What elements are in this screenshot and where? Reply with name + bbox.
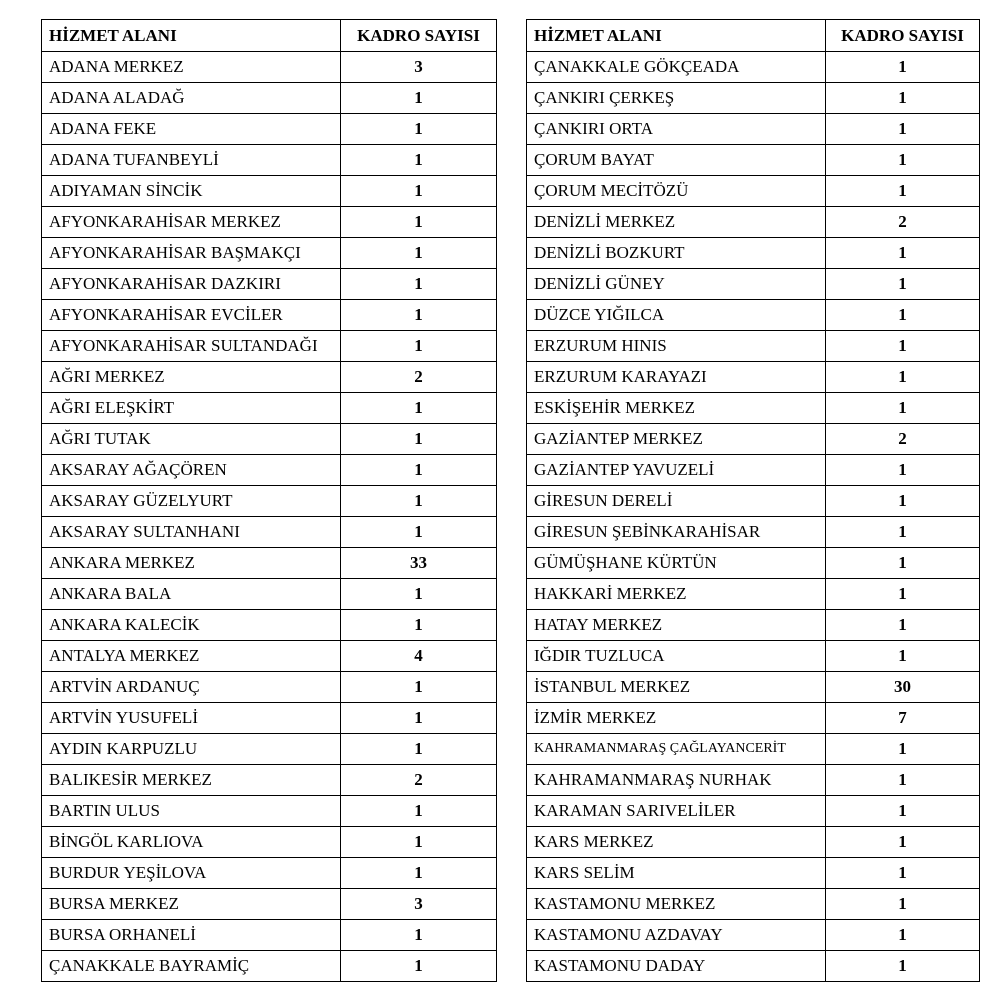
service-area-cell: KASTAMONU DADAY [527, 951, 826, 982]
service-area-cell: İSTANBUL MERKEZ [527, 672, 826, 703]
service-area-cell: ÇORUM BAYAT [527, 145, 826, 176]
staff-count-cell: 2 [826, 424, 980, 455]
staff-count-cell: 3 [341, 889, 497, 920]
staff-count-cell: 1 [341, 455, 497, 486]
table-row [527, 579, 980, 610]
service-area-cell: AFYONKARAHİSAR SULTANDAĞI [42, 331, 341, 362]
right-table [526, 19, 980, 982]
staff-count-cell: 1 [826, 517, 980, 548]
service-area-cell: AYDIN KARPUZLU [42, 734, 341, 765]
table-row [527, 827, 980, 858]
service-area-cell: BİNGÖL KARLIOVA [42, 827, 341, 858]
table-row [42, 548, 497, 579]
table-row [527, 920, 980, 951]
service-area-cell: HAKKARİ MERKEZ [527, 579, 826, 610]
table-row [42, 920, 497, 951]
service-area-cell: ÇANKIRI ÇERKEŞ [527, 83, 826, 114]
service-area-cell: AKSARAY GÜZELYURT [42, 486, 341, 517]
table-row [527, 52, 980, 83]
table-row [42, 858, 497, 889]
table-row [42, 145, 497, 176]
service-area-cell: ADANA FEKE [42, 114, 341, 145]
staff-count-cell: 1 [341, 486, 497, 517]
table-row [527, 207, 980, 238]
service-area-cell: ANKARA MERKEZ [42, 548, 341, 579]
staff-count-cell: 33 [341, 548, 497, 579]
table-row [42, 83, 497, 114]
table-row [527, 269, 980, 300]
staff-count-cell: 1 [341, 176, 497, 207]
service-area-cell: ESKİŞEHİR MERKEZ [527, 393, 826, 424]
table-row [42, 951, 497, 982]
staff-count-cell: 4 [341, 641, 497, 672]
staff-count-cell: 1 [826, 889, 980, 920]
service-area-cell: GAZİANTEP YAVUZELİ [527, 455, 826, 486]
area-header: HİZMET ALANI [42, 20, 341, 52]
service-area-cell: ÇANAKKALE BAYRAMİÇ [42, 951, 341, 982]
staff-count-cell: 7 [826, 703, 980, 734]
staff-count-cell: 1 [341, 424, 497, 455]
service-area-cell: GÜMÜŞHANE KÜRTÜN [527, 548, 826, 579]
staff-count-cell: 1 [341, 83, 497, 114]
table-row [42, 207, 497, 238]
staff-count-cell: 3 [341, 52, 497, 83]
table-row [42, 300, 497, 331]
table-row [42, 269, 497, 300]
staff-count-cell: 1 [341, 331, 497, 362]
staff-count-cell: 1 [826, 362, 980, 393]
service-area-cell: İZMİR MERKEZ [527, 703, 826, 734]
service-area-cell: GAZİANTEP MERKEZ [527, 424, 826, 455]
staff-count-cell: 1 [826, 641, 980, 672]
table-row [42, 734, 497, 765]
table-row [42, 114, 497, 145]
service-area-cell: ANKARA KALECİK [42, 610, 341, 641]
table-row [42, 796, 497, 827]
staff-count-cell: 1 [826, 145, 980, 176]
service-area-cell: ADANA ALADAĞ [42, 83, 341, 114]
staff-count-cell: 1 [341, 269, 497, 300]
table-row [527, 393, 980, 424]
table-row [527, 362, 980, 393]
staff-count-cell: 1 [341, 114, 497, 145]
service-area-cell: ADANA TUFANBEYLİ [42, 145, 341, 176]
table-row [527, 145, 980, 176]
staff-count-cell: 1 [341, 827, 497, 858]
service-area-cell: AĞRI MERKEZ [42, 362, 341, 393]
table-row [527, 424, 980, 455]
table-row [527, 300, 980, 331]
service-area-cell: KAHRAMANMARAŞ NURHAK [527, 765, 826, 796]
staff-count-cell: 1 [341, 703, 497, 734]
header-row [42, 20, 497, 52]
table-row [527, 238, 980, 269]
left-table-body [42, 52, 497, 982]
count-header: KADRO SAYISI [826, 20, 980, 52]
table-row [42, 703, 497, 734]
service-area-cell: AFYONKARAHİSAR DAZKIRI [42, 269, 341, 300]
service-area-cell: ANKARA BALA [42, 579, 341, 610]
service-area-cell: BURSA ORHANELİ [42, 920, 341, 951]
service-area-cell: GİRESUN DERELİ [527, 486, 826, 517]
table-row [42, 238, 497, 269]
table-row [527, 548, 980, 579]
service-area-cell: ANTALYA MERKEZ [42, 641, 341, 672]
service-area-cell: KASTAMONU AZDAVAY [527, 920, 826, 951]
service-area-cell: BURSA MERKEZ [42, 889, 341, 920]
service-area-cell: KASTAMONU MERKEZ [527, 889, 826, 920]
service-area-cell: BARTIN ULUS [42, 796, 341, 827]
staff-count-cell: 1 [826, 765, 980, 796]
table-row [42, 641, 497, 672]
table-row [42, 393, 497, 424]
staff-count-cell: 1 [826, 548, 980, 579]
staff-count-cell: 1 [826, 269, 980, 300]
table-row [527, 889, 980, 920]
service-area-cell: IĞDIR TUZLUCA [527, 641, 826, 672]
service-area-cell: AĞRI ELEŞKİRT [42, 393, 341, 424]
service-area-cell: AFYONKARAHİSAR BAŞMAKÇI [42, 238, 341, 269]
staff-count-cell: 30 [826, 672, 980, 703]
table-row [42, 765, 497, 796]
table-row [42, 176, 497, 207]
staff-count-cell: 1 [826, 300, 980, 331]
staff-count-cell: 1 [826, 238, 980, 269]
staff-count-cell: 1 [826, 52, 980, 83]
staff-count-cell: 1 [826, 486, 980, 517]
staff-count-cell: 1 [341, 858, 497, 889]
service-area-cell: AFYONKARAHİSAR MERKEZ [42, 207, 341, 238]
service-area-cell: AFYONKARAHİSAR EVCİLER [42, 300, 341, 331]
staff-count-cell: 1 [341, 610, 497, 641]
service-area-cell: KARAMAN SARIVELİLER [527, 796, 826, 827]
staff-count-cell: 1 [341, 920, 497, 951]
table-row [42, 827, 497, 858]
service-area-cell: BALIKESİR MERKEZ [42, 765, 341, 796]
table-row [527, 951, 980, 982]
table-row [527, 641, 980, 672]
staff-count-cell: 1 [826, 114, 980, 145]
staff-count-cell: 1 [341, 145, 497, 176]
table-row [527, 176, 980, 207]
right-table-body [527, 52, 980, 982]
service-area-cell: AKSARAY SULTANHANI [42, 517, 341, 548]
service-area-cell: KARS MERKEZ [527, 827, 826, 858]
table-row [527, 765, 980, 796]
service-area-cell: AKSARAY AĞAÇÖREN [42, 455, 341, 486]
table-row [42, 610, 497, 641]
table-row [527, 83, 980, 114]
table-row [42, 889, 497, 920]
service-area-cell: HATAY MERKEZ [527, 610, 826, 641]
staff-count-cell: 1 [826, 827, 980, 858]
staff-count-cell: 1 [341, 517, 497, 548]
table-row [527, 734, 980, 765]
staff-count-cell: 1 [341, 672, 497, 703]
service-area-cell: AĞRI TUTAK [42, 424, 341, 455]
table-row [527, 703, 980, 734]
staff-count-cell: 1 [341, 579, 497, 610]
service-area-cell: ARTVİN ARDANUÇ [42, 672, 341, 703]
count-header: KADRO SAYISI [341, 20, 497, 52]
table-row [42, 52, 497, 83]
table-row [42, 362, 497, 393]
service-area-cell: DENİZLİ GÜNEY [527, 269, 826, 300]
staff-count-cell: 1 [341, 393, 497, 424]
staff-count-cell: 1 [341, 207, 497, 238]
table-row [527, 331, 980, 362]
staff-count-cell: 1 [341, 238, 497, 269]
service-area-cell: BURDUR YEŞİLOVA [42, 858, 341, 889]
staff-count-cell: 1 [341, 734, 497, 765]
table-row [527, 858, 980, 889]
staff-count-cell: 1 [826, 920, 980, 951]
service-area-cell: ARTVİN YUSUFELİ [42, 703, 341, 734]
staff-count-cell: 1 [341, 300, 497, 331]
staff-count-cell: 1 [826, 951, 980, 982]
service-area-cell: ADIYAMAN SİNCİK [42, 176, 341, 207]
staff-count-cell: 1 [341, 796, 497, 827]
table-row [42, 517, 497, 548]
service-area-cell: ADANA MERKEZ [42, 52, 341, 83]
table-row [527, 517, 980, 548]
area-header: HİZMET ALANI [527, 20, 826, 52]
staff-count-cell: 1 [826, 455, 980, 486]
service-area-cell: KAHRAMANMARAŞ ÇAĞLAYANCERİT [527, 734, 826, 765]
table-row [42, 455, 497, 486]
table-row [527, 486, 980, 517]
staff-count-cell: 1 [826, 176, 980, 207]
table-row [527, 610, 980, 641]
table-row [42, 486, 497, 517]
service-area-cell: ERZURUM KARAYAZI [527, 362, 826, 393]
staff-count-cell: 2 [341, 765, 497, 796]
staff-count-cell: 1 [826, 858, 980, 889]
staff-count-cell: 1 [826, 796, 980, 827]
service-area-cell: DÜZCE YIĞILCA [527, 300, 826, 331]
table-row [42, 424, 497, 455]
staff-count-cell: 1 [826, 579, 980, 610]
service-area-cell: ÇORUM MECİTÖZÜ [527, 176, 826, 207]
service-area-cell: DENİZLİ MERKEZ [527, 207, 826, 238]
table-row [42, 672, 497, 703]
staff-count-cell: 2 [341, 362, 497, 393]
staff-count-cell: 2 [826, 207, 980, 238]
service-area-cell: GİRESUN ŞEBİNKARAHİSAR [527, 517, 826, 548]
staff-count-cell: 1 [826, 83, 980, 114]
service-area-cell: KARS SELİM [527, 858, 826, 889]
service-area-cell: ÇANKIRI ORTA [527, 114, 826, 145]
staff-count-cell: 1 [341, 951, 497, 982]
table-row [527, 672, 980, 703]
staff-count-cell: 1 [826, 734, 980, 765]
staff-count-cell: 1 [826, 610, 980, 641]
staff-count-cell: 1 [826, 331, 980, 362]
left-table [41, 19, 497, 982]
service-area-cell: ÇANAKKALE GÖKÇEADA [527, 52, 826, 83]
table-row [527, 796, 980, 827]
table-row [42, 579, 497, 610]
table-row [527, 114, 980, 145]
staff-count-cell: 1 [826, 393, 980, 424]
header-row [527, 20, 980, 52]
table-row [42, 331, 497, 362]
service-area-cell: ERZURUM HINIS [527, 331, 826, 362]
table-row [527, 455, 980, 486]
service-area-cell: DENİZLİ BOZKURT [527, 238, 826, 269]
